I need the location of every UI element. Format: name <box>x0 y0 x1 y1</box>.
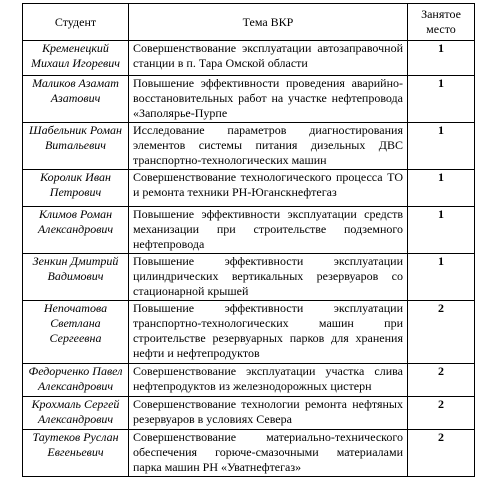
thesis-topic: Совершенствование эксплуатации участка слива нефтепродуктов из железнодорожных цистерн <box>129 364 408 397</box>
table-row <box>23 301 475 364</box>
student-name: Маликов Азамат Азатович <box>23 76 129 123</box>
student-name: Федорченко Павел Александрович <box>23 364 129 397</box>
thesis-topic: Совершенствование технологии ремонта нефтяных резервуаров в условиях Севера <box>129 397 408 430</box>
header-topic: Тема ВКР <box>129 4 408 41</box>
thesis-topic: Повышение эффективности эксплуатации транспортно-технологических машин при строительстве резервуарных парков для хранения нефти и нефтепродуктов <box>129 301 408 364</box>
results-table <box>22 3 475 477</box>
place-value: 1 <box>408 207 475 254</box>
place-value: 1 <box>408 41 475 76</box>
thesis-topic: Совершенствование технологического процесса ТО и ремонта техники РН-Юганскнефтегаз <box>129 170 408 207</box>
thesis-topic: Исследование параметров диагностирования элементов системы питания дизельных ДВС транспортно-технологических машин <box>129 123 408 170</box>
table-row <box>23 254 475 301</box>
student-name: Непочатова Светлана Сергеевна <box>23 301 129 364</box>
table-row <box>23 123 475 170</box>
student-name: Кременецкий Михаил Игоревич <box>23 41 129 76</box>
student-name: Королик Иван Петрович <box>23 170 129 207</box>
thesis-topic: Совершенствование эксплуатации автозаправочной станции в п. Тара Омской области <box>129 41 408 76</box>
student-name: Крохмаль Сергей Александрович <box>23 397 129 430</box>
place-value: 1 <box>408 123 475 170</box>
table-header-row <box>23 4 475 41</box>
thesis-topic: Повышение эффективности эксплуатации цилиндрических вертикальных резервуаров со стационарной крышей <box>129 254 408 301</box>
student-name: Шабельник Роман Витальевич <box>23 123 129 170</box>
table-row <box>23 207 475 254</box>
place-value: 2 <box>408 397 475 430</box>
table-row <box>23 364 475 397</box>
table-row <box>23 430 475 477</box>
thesis-topic: Совершенствование материально-технического обеспечения горюче-смазочными материалами парка машин РН «Уватнефтегаз» <box>129 430 408 477</box>
student-name: Таутеков Руслан Евгеньевич <box>23 430 129 477</box>
thesis-topic: Повышение эффективности эксплуатации средств механизации при строительстве подземного нефтепровода <box>129 207 408 254</box>
table-row <box>23 76 475 123</box>
place-value: 2 <box>408 364 475 397</box>
place-value: 2 <box>408 301 475 364</box>
table-row <box>23 397 475 430</box>
student-name: Климов Роман Александрович <box>23 207 129 254</box>
place-value: 2 <box>408 430 475 477</box>
table-row <box>23 41 475 76</box>
header-place: Занятое место <box>408 4 475 41</box>
place-value: 1 <box>408 170 475 207</box>
place-value: 1 <box>408 76 475 123</box>
thesis-topic: Повышение эффективности проведения аварийно-восстановительных работ на участке нефтепровода «Заполярье-Пурпе <box>129 76 408 123</box>
student-name: Зенкин Дмитрий Вадимович <box>23 254 129 301</box>
place-value: 1 <box>408 254 475 301</box>
header-student: Студент <box>23 4 129 41</box>
table-row <box>23 170 475 207</box>
